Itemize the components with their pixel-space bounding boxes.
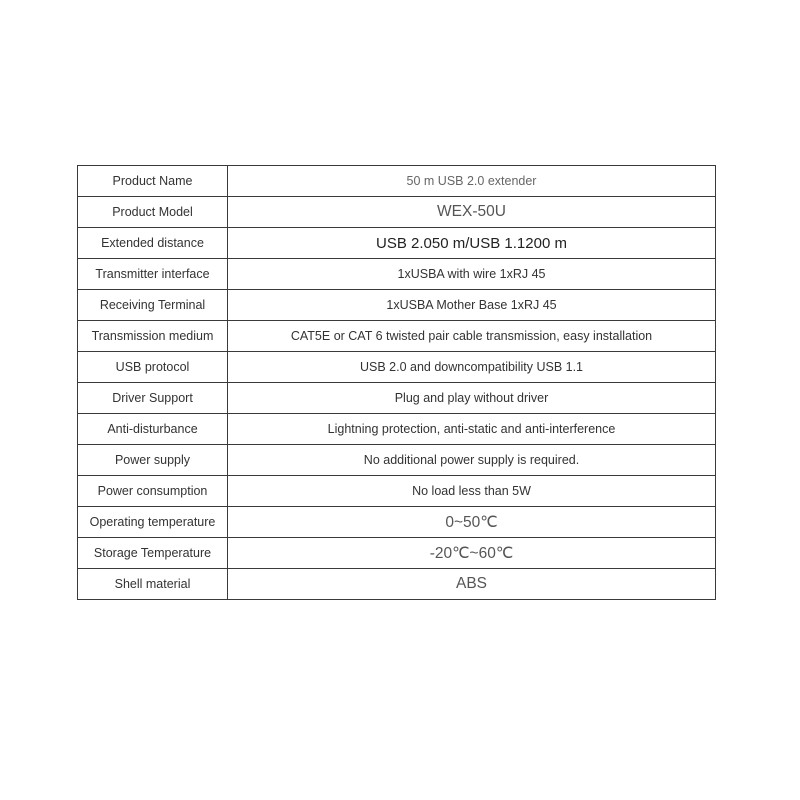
table-row xyxy=(78,228,716,259)
spec-label: Storage Temperature xyxy=(78,538,228,569)
product-spec-table xyxy=(77,165,716,600)
spec-value: 50 m USB 2.0 extender xyxy=(228,166,716,197)
spec-value: 0~50℃ xyxy=(228,507,716,538)
spec-label: Product Name xyxy=(78,166,228,197)
spec-value: USB 2.0 and downcompatibility USB 1.1 xyxy=(228,352,716,383)
spec-label: Power consumption xyxy=(78,476,228,507)
spec-label: Operating temperature xyxy=(78,507,228,538)
table-row xyxy=(78,383,716,414)
spec-value: ABS xyxy=(228,569,716,600)
table-row xyxy=(78,476,716,507)
spec-label: USB protocol xyxy=(78,352,228,383)
table-row xyxy=(78,259,716,290)
spec-value: Lightning protection, anti-static and anti-interference xyxy=(228,414,716,445)
spec-value: -20℃~60℃ xyxy=(228,538,716,569)
spec-label: Driver Support xyxy=(78,383,228,414)
spec-label: Anti-disturbance xyxy=(78,414,228,445)
table-row xyxy=(78,414,716,445)
spec-label: Shell material xyxy=(78,569,228,600)
table-row xyxy=(78,569,716,600)
spec-value: No additional power supply is required. xyxy=(228,445,716,476)
table-row xyxy=(78,352,716,383)
spec-value: Plug and play without driver xyxy=(228,383,716,414)
spec-value: WEX-50U xyxy=(228,197,716,228)
spec-value: 1xUSBA with wire 1xRJ 45 xyxy=(228,259,716,290)
spec-value: CAT5E or CAT 6 twisted pair cable transmission, easy installation xyxy=(228,321,716,352)
spec-value: USB 2.050 m/USB 1.1200 m xyxy=(228,228,716,259)
spec-label: Product Model xyxy=(78,197,228,228)
spec-label: Transmitter interface xyxy=(78,259,228,290)
table-row xyxy=(78,321,716,352)
spec-label: Extended distance xyxy=(78,228,228,259)
spec-value: 1xUSBA Mother Base 1xRJ 45 xyxy=(228,290,716,321)
spec-label: Receiving Terminal xyxy=(78,290,228,321)
table-row xyxy=(78,290,716,321)
table-row xyxy=(78,197,716,228)
table-row xyxy=(78,507,716,538)
table-row xyxy=(78,445,716,476)
table-row xyxy=(78,166,716,197)
table-row xyxy=(78,538,716,569)
spec-label: Power supply xyxy=(78,445,228,476)
spec-label: Transmission medium xyxy=(78,321,228,352)
spec-value: No load less than 5W xyxy=(228,476,716,507)
